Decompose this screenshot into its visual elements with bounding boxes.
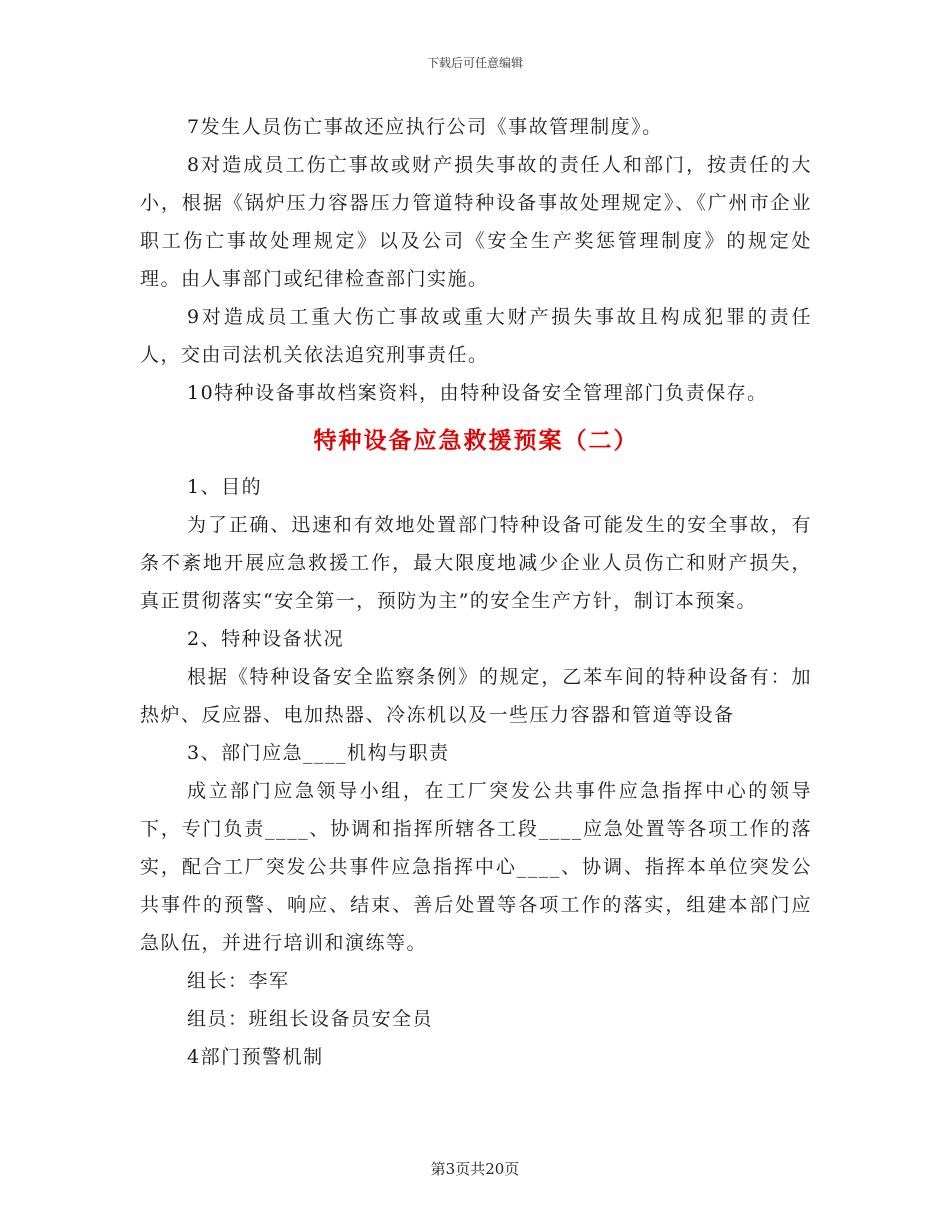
header-note: 下载后可任意编辑 (426, 56, 523, 70)
team-members: 组员：班组长设备员安全员 (187, 1008, 434, 1030)
team-leader: 组长：李军 (187, 970, 290, 992)
paragraph-8: 8对造成员工伤亡事故或财产损失事故的责任人和部门，按责任的大小，根据《锅炉压力容器压力管道特种设备事故处理规定》、《广州市企业职工伤亡事故处理规定》以及公司《安全生产奖惩管理制度》的规定处理。由人事部门或纪律检查部门实施。 (140, 154, 812, 290)
heading-purpose: 1、目的 (187, 476, 263, 498)
heading-organization: 3、部门应急____机构与职责 (187, 742, 450, 764)
paragraph-7: 7发生人员伤亡事故还应执行公司《事故管理制度》。 (187, 116, 663, 138)
paragraph-10: 10特种设备事故档案资料，由特种设备安全管理部门负责保存。 (187, 382, 768, 404)
paragraph-9: 9对造成员工重大伤亡事故或重大财产损失事故且构成犯罪的责任人，交由司法机关依法追究刑事责任。 (140, 306, 812, 366)
paragraph-organization: 成立部门应急领导小组，在工厂突发公共事件应急指挥中心的领导下，专门负责____、协调和指挥所辖各工段____应急处置等各项工作的落实，配合工厂突发公共事件应急指挥中心____、协调、指挥本单位突发公共事件的预警、响应、结束、善后处置等各项工作的落实，组建本部门应急队伍，并进行培训和演练等。 (140, 780, 812, 954)
section-title: 特种设备应急救援预案（二） (313, 427, 639, 454)
heading-equipment-status: 2、特种设备状况 (187, 628, 345, 650)
paragraph-purpose: 为了正确、迅速和有效地处置部门特种设备可能发生的安全事故，有条不紊地开展应急救援工作，最大限度地减少企业人员伤亡和财产损失，真正贯彻落实“安全第一，预防为主”的安全生产方针，制订本预案。 (140, 514, 812, 612)
heading-warning-mechanism: 4部门预警机制 (187, 1046, 324, 1068)
page-number: 第3页共20页 (430, 1160, 520, 1178)
paragraph-equipment-status: 根据《特种设备安全监察条例》的规定，乙苯车间的特种设备有：加热炉、反应器、电加热器、冷冻机以及一些压力容器和管道等设备 (140, 666, 812, 726)
document-body (140, 108, 812, 1076)
